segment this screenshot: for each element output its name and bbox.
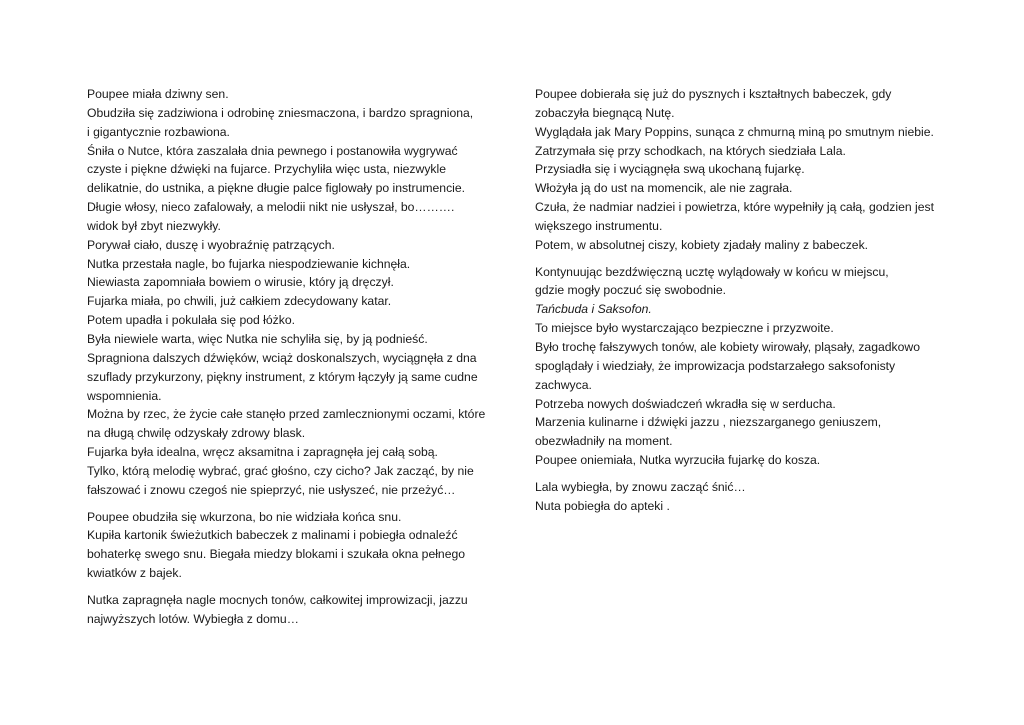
text-line: widok był zbyt niezwykły. <box>87 218 221 233</box>
text-line: bohaterkę swego snu. Biegała miedzy blokami i szukała okna pełnego <box>87 547 466 562</box>
text-line: Niewiasta zapomniała bowiem o wirusie, który ją dręczył. <box>87 275 394 290</box>
text-line: gdzie mogły poczuć się swobodnie. <box>535 283 727 298</box>
right-text-column <box>535 85 945 516</box>
text-line: Długie włosy, nieco zafalowały, a melodii nikt nie usłyszał, bo………. <box>87 200 455 215</box>
left-text-column <box>87 85 497 629</box>
text-line: wspomnienia. <box>87 388 162 403</box>
text-line: fałszować i znowu czegoś nie spieprzyć, nie usłyszeć, nie przeżyć… <box>87 482 456 497</box>
text-line: Lala wybiegła, by znowu zacząć śnić… <box>535 479 746 494</box>
text-line: Poupee oniemiała, Nutka wyrzuciła fujarkę do kosza. <box>535 453 821 468</box>
text-line: Potrzeba nowych doświadczeń wkradła się w serducha. <box>535 396 836 411</box>
text-line: Tylko, którą melodię wybrać, grać głośno, czy cicho? Jak zacząć, by nie <box>87 463 474 478</box>
text-line: Obudziła się zadziwiona i odrobinę zniesmaczona, i bardzo spragniona, <box>87 105 474 120</box>
text-line: szuflady przykurzony, piękny instrument, z którym łączyły ją same cudne <box>87 369 478 384</box>
paragraph <box>87 85 497 500</box>
text-line: Fujarka była idealna, wręcz aksamitna i zapragnęła jej całą sobą. <box>87 445 438 460</box>
text-line: większego instrumentu. <box>535 218 663 233</box>
text-line: zobaczyła biegnącą Nutę. <box>535 105 675 120</box>
text-line: najwyższych lotów. Wybiegła z domu… <box>87 611 299 626</box>
text-line: zachwyca. <box>535 377 592 392</box>
text-line: Kontynuując bezdźwięczną ucztę wylądowały w końcu w miejscu, <box>535 264 889 279</box>
text-line: Potem, w absolutnej ciszy, kobiety zjadały maliny z babeczek. <box>535 237 869 252</box>
text-line: Nutka zapragnęła nagle mocnych tonów, całkowitej improwizacji, jazzu <box>87 592 468 607</box>
text-line: Włożyła ją do ust na momencik, ale nie zagrała. <box>535 181 793 196</box>
text-line: i gigantycznie rozbawiona. <box>87 124 230 139</box>
paragraph <box>87 508 497 583</box>
text-line: Była niewiele warta, więc Nutka nie schyliła się, by ją podnieść. <box>87 331 428 346</box>
text-line: Śniła o Nutce, która zaszalała dnia pewnego i postanowiła wygrywać <box>87 143 458 158</box>
text-line: Porywał ciało, duszę i wyobraźnię patrzących. <box>87 237 335 252</box>
text-line: Marzenia kulinarne i dźwięki jazzu , niezszarganego geniuszem, <box>535 415 882 430</box>
italic-title-line: Tańcbuda i Saksofon. <box>535 302 652 317</box>
text-line: Kupiła kartonik świeżutkich babeczek z malinami i pobiegła odnaleźć <box>87 528 458 543</box>
text-line: Fujarka miała, po chwili, już całkiem zdecydowany katar. <box>87 294 392 309</box>
paragraph <box>535 263 945 470</box>
text-line: na długą chwilę odzyskały zdrowy blask. <box>87 426 306 441</box>
text-line: Nutka przestała nagle, bo fujarka niespodziewanie kichnęła. <box>87 256 411 271</box>
text-line: Można by rzec, że życie całe stanęło przed zamlecznionymi oczami, które <box>87 407 486 422</box>
text-line: Przysiadła się i wyciągnęła swą ukochaną fujarkę. <box>535 162 805 177</box>
paragraph <box>535 478 945 516</box>
text-line: Poupee dobierała się już do pysznych i kształtnych babeczek, gdy <box>535 87 892 101</box>
text-line: Spragniona dalszych dźwięków, wciąż doskonalszych, wyciągnęła z dna <box>87 350 477 365</box>
text-line: spoglądały i wiedziały, że improwizacja podstarzałego saksofonisty <box>535 358 896 373</box>
text-line: Wyglądała jak Mary Poppins, sunąca z chmurną miną po smutnym niebie. <box>535 124 934 139</box>
text-line: Poupee obudziła się wkurzona, bo nie widziała końca snu. <box>87 509 402 524</box>
text-line: Potem upadła i pokulała się pod łóżko. <box>87 313 295 328</box>
text-line: Było trochę fałszywych tonów, ale kobiety wirowały, pląsały, zagadkowo <box>535 339 920 354</box>
text-line: To miejsce było wystarczająco bezpieczne i przyzwoite. <box>535 321 834 336</box>
paragraph <box>87 591 497 629</box>
text-line: Zatrzymała się przy schodkach, na których siedziała Lala. <box>535 143 846 158</box>
text-line: delikatnie, do ustnika, a piękne długie palce figlowały po instrumencie. <box>87 181 466 196</box>
text-line: obezwładniły na moment. <box>535 434 673 449</box>
text-line: czyste i piękne dźwięki na fujarce. Przychyliła więc usta, niezwykle <box>87 162 446 177</box>
text-line: kwiatków z bajek. <box>87 566 182 581</box>
text-line: Poupee miała dziwny sen. <box>87 87 229 101</box>
text-line: Nuta pobiegła do apteki . <box>535 498 670 513</box>
text-line: Czuła, że nadmiar nadziei i powietrza, które wypełniły ją całą, godzien jest <box>535 200 934 215</box>
paragraph <box>535 85 945 255</box>
